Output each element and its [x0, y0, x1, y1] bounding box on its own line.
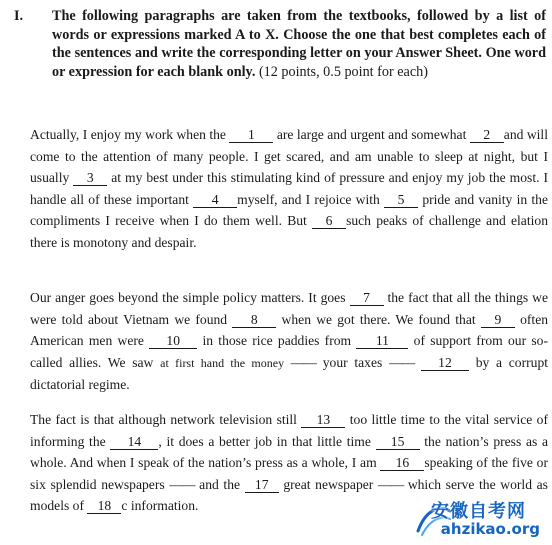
- blank-16: 16: [380, 455, 424, 471]
- paragraph-text: when we got there. We found that: [281, 311, 476, 327]
- blank-11: 11: [356, 333, 408, 349]
- blank-9: 9: [481, 312, 515, 328]
- paragraph-text: which serve the world as models of: [30, 476, 548, 514]
- blank-2: 2: [470, 127, 504, 143]
- paragraph-text: Our anger goes beyond the simple policy matters. It goes: [30, 290, 346, 305]
- blank-18: 18: [87, 498, 121, 514]
- blank-6: 6: [312, 213, 346, 229]
- paragraph-text: are large and urgent and somewhat: [276, 127, 467, 142]
- paragraph-text: of support from our so-called allies. We saw: [30, 333, 548, 370]
- blank-8: 8: [232, 312, 276, 328]
- instructions-text: The following paragraphs are taken from the textbooks, followed by a list of words or expressions marked A to X. Choose the one that best completes each of the sentences and write the corresponding letter on your Answer Sheet. One word or expression for each blank only.: [52, 8, 546, 80]
- watermark-url: ahzikao.org: [440, 520, 540, 538]
- em-dash: ——: [169, 476, 195, 492]
- watermark-site-name: 安徽自考网: [431, 501, 526, 522]
- blank-4: 4: [193, 192, 237, 208]
- em-dash: ——: [290, 354, 316, 370]
- blank-3: 3: [73, 170, 107, 186]
- paragraph-text: The fact is that although network television still: [30, 412, 297, 427]
- paragraph-text: such peaks of challenge and elation there is monotony and despair.: [30, 213, 548, 250]
- blank-15: 15: [376, 434, 420, 450]
- paragraph-1: [30, 124, 548, 254]
- paragraph-text: c information.: [121, 498, 199, 514]
- blank-14: 14: [110, 434, 158, 450]
- paragraph-text: your taxes: [322, 354, 383, 370]
- paragraph-text: and will come to the attention of many people. I get scared, and am unable to sleep at night, but I usually: [30, 127, 548, 186]
- blank-13: 13: [301, 412, 345, 428]
- blank-17: 17: [245, 477, 279, 493]
- paragraph-text: Actually, I enjoy my work when the: [30, 127, 226, 142]
- em-dash: ——: [377, 476, 404, 492]
- blank-12: 12: [421, 355, 469, 371]
- paragraph-text: by a corrupt dictatorial regime.: [30, 354, 549, 393]
- paragraph-text: myself, and I rejoice with: [237, 191, 380, 207]
- paragraph-text-small: at first hand the money: [160, 355, 285, 370]
- paragraph-text: the nation’s press as a whole. And when I speak of the nation’s press as a whole, I am: [30, 433, 549, 471]
- points-note: (12 points, 0.5 point for each): [258, 63, 428, 80]
- paragraph-text: great newspaper: [283, 476, 374, 492]
- blank-5: 5: [384, 192, 418, 208]
- paragraph-text: too little time to the vital service of informing the: [30, 412, 548, 449]
- paragraph-text: , it does a better job in that little time: [158, 433, 371, 449]
- paragraph-text: often American men were: [30, 311, 549, 349]
- instructions: [14, 7, 546, 81]
- paragraph-2: [30, 287, 548, 396]
- section-number: I.: [14, 8, 24, 24]
- paragraph-text: and the: [199, 476, 241, 492]
- site-watermark: [414, 497, 544, 541]
- blank-1: 1: [229, 127, 273, 143]
- paragraph-text: in those rice paddies from: [202, 333, 352, 349]
- blank-7: 7: [350, 290, 384, 306]
- paragraph-text: at my best under this stimulating kind of pressure and enjoy my job the most. I handle all of these important: [30, 170, 548, 207]
- paragraph-text: pride and vanity in the compliments I receive when I do them well. But: [30, 191, 549, 229]
- blank-10: 10: [149, 333, 197, 349]
- paragraph-text: the fact that all the things we were told about Vietnam we found: [30, 290, 548, 327]
- paragraph-text: speaking of the five or six splendid newspapers: [30, 455, 549, 492]
- em-dash: ——: [389, 354, 415, 370]
